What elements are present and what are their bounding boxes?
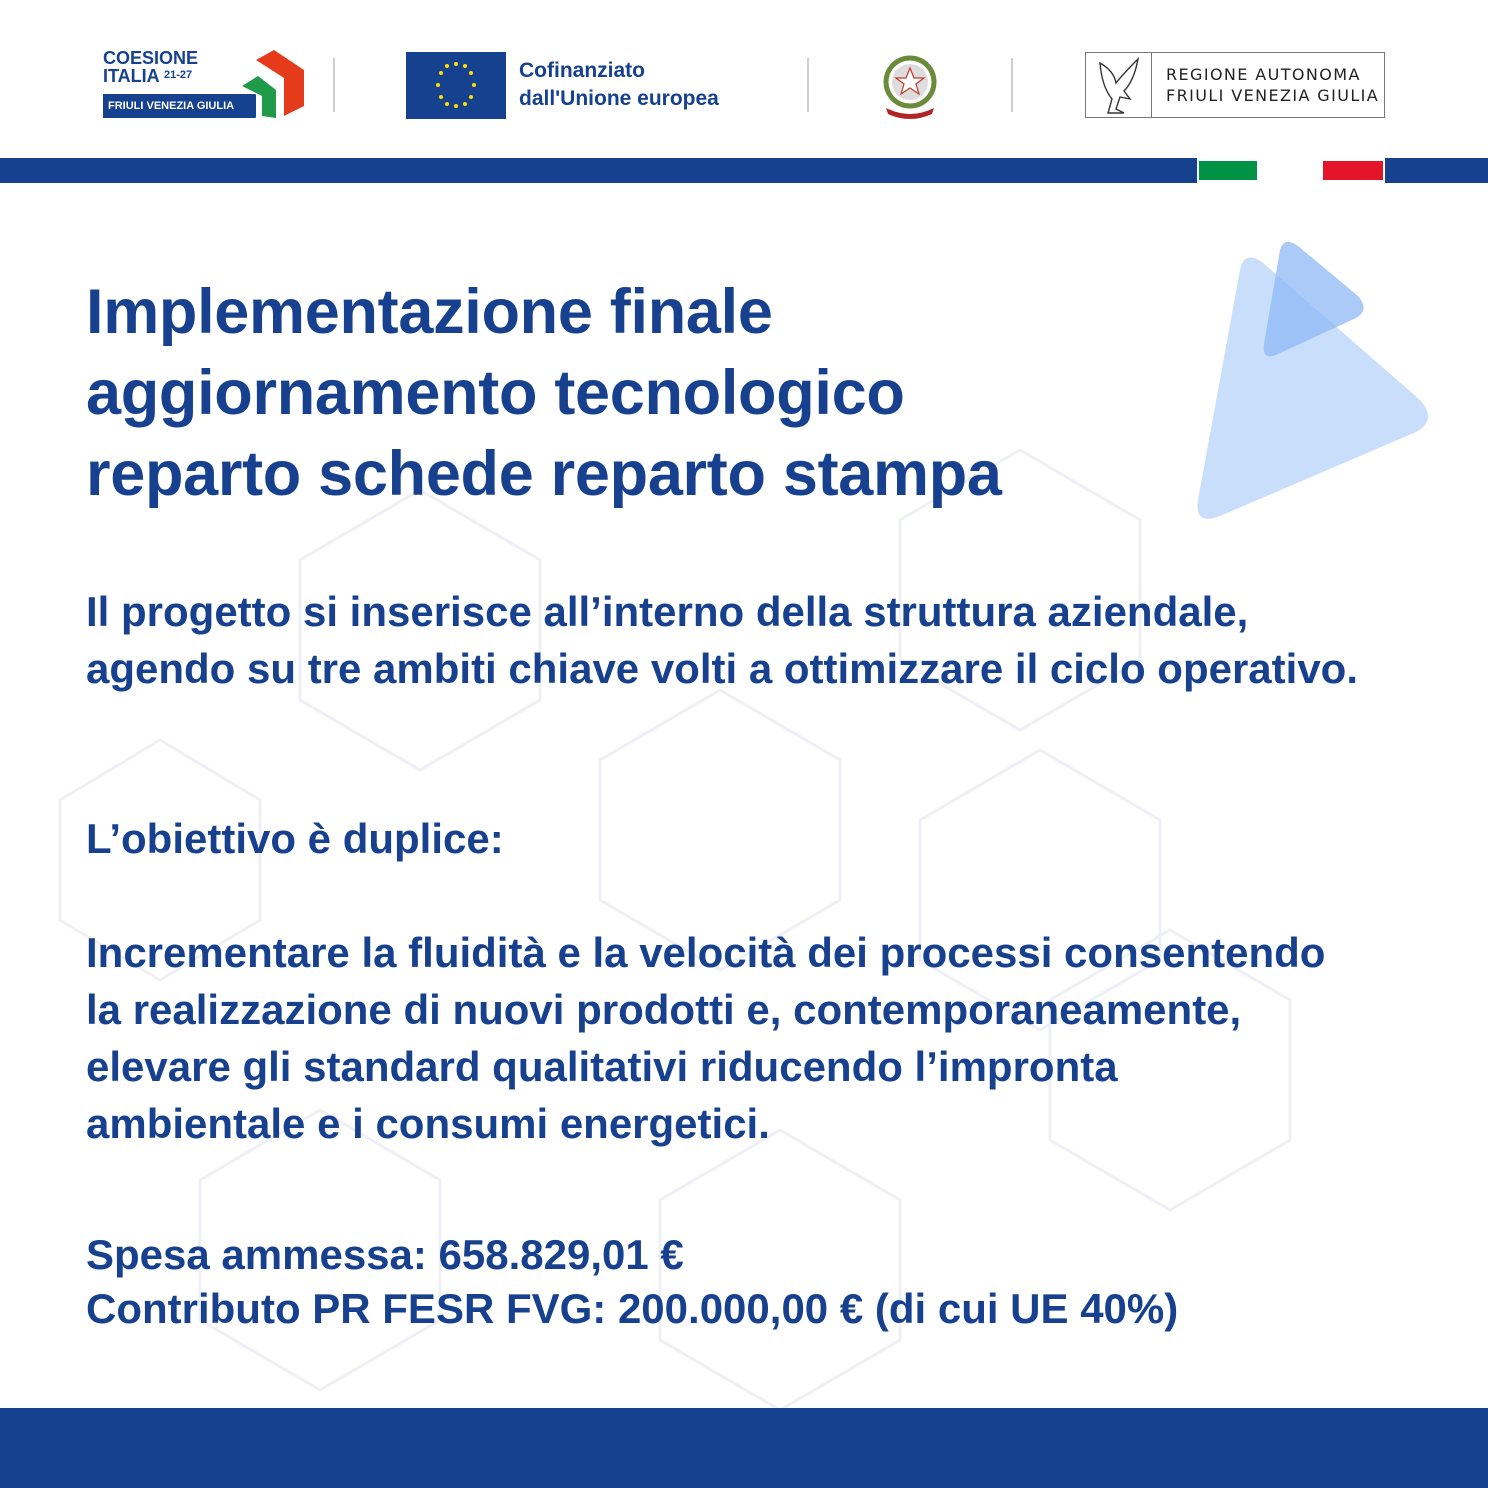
objective-paragraph: Incrementare la fluidità e la velocità dei processi consentendo la realizzazione di nuovi prodotti e, contemporaneamente, elevare gli standard qualitativi riducendo l’impronta ambientale e i consumi energetici. [86, 929, 1326, 1147]
coesione-years: 21-27 [164, 69, 193, 81]
divider [1151, 53, 1152, 117]
coesione-logo-text [103, 50, 198, 85]
divider [1011, 58, 1013, 112]
coesione-arrow-icon [232, 48, 308, 120]
title-line1: Implementazione finale [86, 277, 773, 347]
eu-cofinanced-label [519, 57, 719, 113]
intro-paragraph: Il progetto si inserisce all’interno della struttura aziendale, agendo su tre ambiti chiave volti a ottimizzare il ciclo operativo. [86, 588, 1358, 692]
coesione-line2: ITALIA [103, 66, 159, 86]
divider [333, 58, 335, 112]
eu-flag-icon [406, 52, 506, 119]
flag-red [1323, 161, 1383, 180]
eu-line1: Cofinanziato [519, 59, 645, 82]
region-line2: FRIULI VENEZIA GIULIA [1166, 86, 1380, 105]
objective-heading: L’obiettivo è duplice: [86, 815, 504, 862]
bottom-band [0, 1408, 1488, 1488]
page-title [86, 272, 1002, 515]
coesione-region-label: FRIULI VENEZIA GIULIA [103, 94, 255, 118]
region-logo-text [1166, 64, 1379, 106]
coesione-line1: COESIONE [103, 48, 199, 68]
contributo: Contributo PR FESR FVG: 200.000,00 € (di cui UE 40%) [86, 1285, 1179, 1332]
eu-line2: dall'Unione europea [519, 87, 719, 110]
region-line1: REGIONE AUTONOMA [1166, 65, 1361, 84]
title-line2: aggiornamento tecnologico [86, 358, 905, 428]
eagle-icon [1094, 57, 1144, 115]
flag-green [1199, 161, 1257, 180]
divider [807, 58, 809, 112]
decorative-triangle-icon [1180, 230, 1450, 540]
spesa-ammessa: Spesa ammessa: 658.829,01 € [86, 1231, 684, 1278]
italian-republic-emblem-icon [878, 50, 942, 122]
title-line3: reparto schede reparto stampa [86, 439, 1002, 509]
